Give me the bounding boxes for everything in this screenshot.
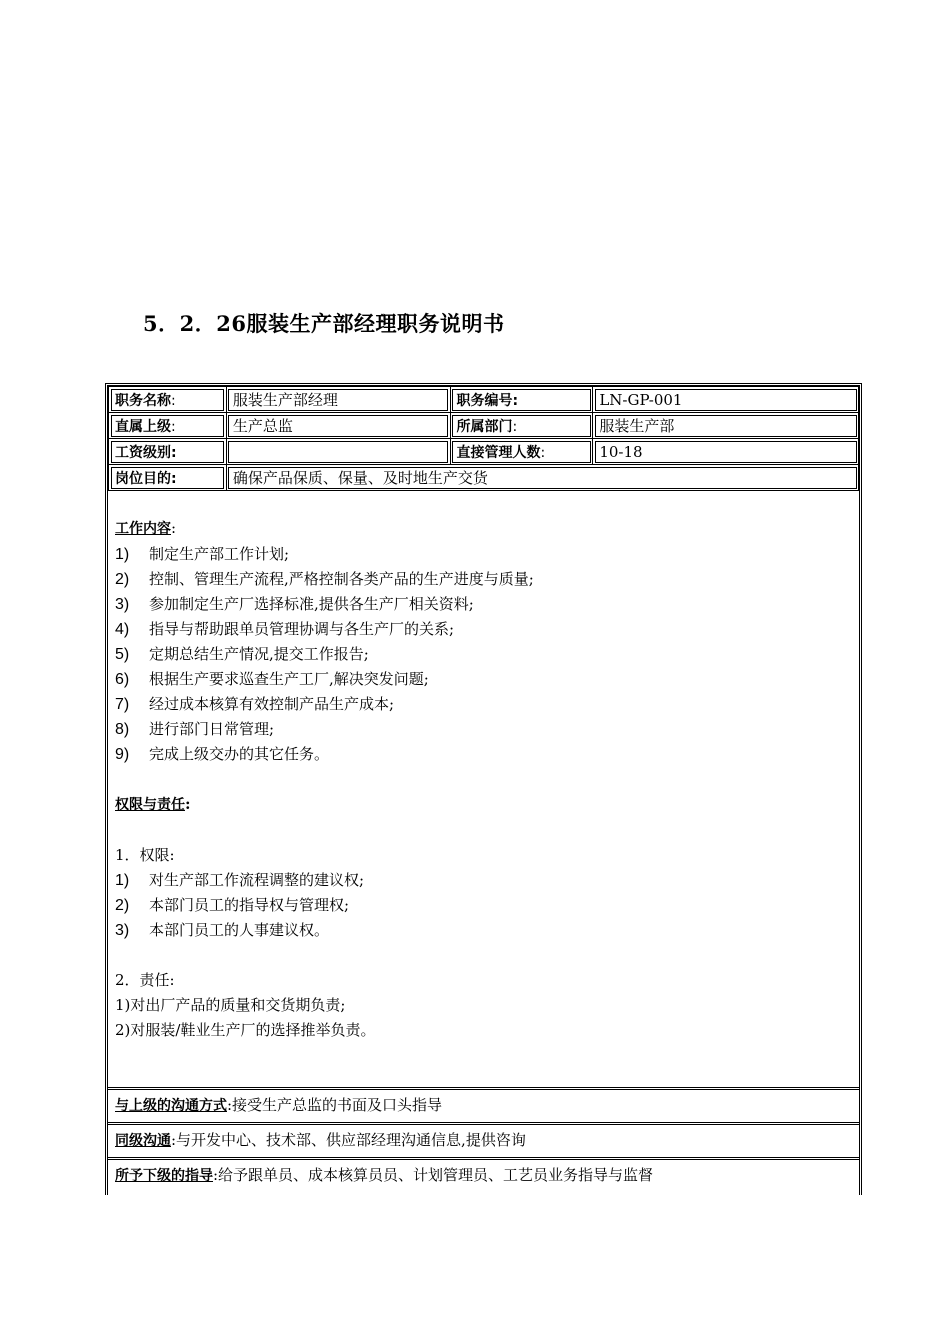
lower-guidance-label: 所予下级的指导	[115, 1168, 213, 1184]
list-item: 2)对服装/鞋业生产厂的选择推举负责。	[115, 1021, 376, 1039]
info-table	[108, 386, 859, 491]
peer-communication-label: 同级沟通	[115, 1133, 171, 1149]
authority-heading: 权限与责任:	[115, 795, 191, 813]
list-item: 4) 指导与帮助跟单员管理协调与各生产厂的关系;	[115, 620, 455, 638]
salary-label: 工资级别:	[109, 439, 227, 465]
salary-value	[226, 439, 450, 465]
job-code-value: LN-GP-001	[593, 387, 859, 413]
list-item: 1)对出厂产品的质量和交货期负责;	[115, 996, 346, 1014]
upper-communication-row	[108, 1087, 859, 1119]
list-item: 8) 进行部门日常管理;	[115, 720, 275, 738]
managed-label: 直接管理人数:	[450, 439, 593, 465]
peer-communication-text: :与开发中心、技术部、供应部经理沟通信息,提供咨询	[171, 1131, 526, 1149]
list-item: 9) 完成上级交办的其它任务。	[115, 745, 330, 763]
lower-guidance-row	[108, 1157, 859, 1189]
upper-communication-text: :接受生产总监的书面及口头指导	[227, 1096, 443, 1114]
job-code-label: 职务编号:	[450, 387, 593, 413]
rights-title: 1．权限:	[115, 846, 175, 864]
department-label: 所属部门:	[450, 413, 593, 439]
table-row	[109, 387, 859, 413]
table-row	[109, 413, 859, 439]
list-item: 1) 对生产部工作流程调整的建议权;	[115, 871, 365, 889]
upper-communication-label: 与上级的沟通方式	[115, 1098, 227, 1114]
list-item: 3) 本部门员工的人事建议权。	[115, 921, 330, 939]
job-name-label: 职务名称:	[109, 387, 227, 413]
duty-title: 2．责任:	[115, 971, 175, 989]
work-heading: 工作内容:	[115, 519, 177, 537]
list-item: 3) 参加制定生产厂选择标准,提供各生产厂相关资料;	[115, 595, 474, 613]
list-item: 6) 根据生产要求巡查生产工厂,解决突发问题;	[115, 670, 429, 688]
list-item: 2) 本部门员工的指导权与管理权;	[115, 896, 350, 914]
managed-value: 10-18	[593, 439, 859, 465]
content-section	[115, 516, 845, 1043]
work-list	[115, 542, 845, 767]
list-item: 2) 控制、管理生产流程,严格控制各类产品的生产进度与质量;	[115, 570, 534, 588]
table-row	[109, 465, 859, 491]
superior-value: 生产总监	[226, 413, 450, 439]
table-row	[109, 439, 859, 465]
job-name-value: 服装生产部经理	[226, 387, 450, 413]
purpose-value: 确保产品保质、保量、及时地生产交货	[226, 465, 858, 491]
list-item: 1) 制定生产部工作计划;	[115, 545, 290, 563]
list-item: 5) 定期总结生产情况,提交工作报告;	[115, 645, 369, 663]
purpose-label: 岗位目的:	[109, 465, 227, 491]
superior-label: 直属上级:	[109, 413, 227, 439]
peer-communication-row	[108, 1122, 859, 1154]
department-value: 服装生产部	[593, 413, 859, 439]
lower-guidance-text: :给予跟单员、成本核算员员、计划管理员、工艺员业务指导与监督	[213, 1166, 654, 1184]
list-item: 7) 经过成本核算有效控制产品生产成本;	[115, 695, 395, 713]
page-title: 5．2．26服装生产部经理职务说明书	[143, 311, 505, 336]
